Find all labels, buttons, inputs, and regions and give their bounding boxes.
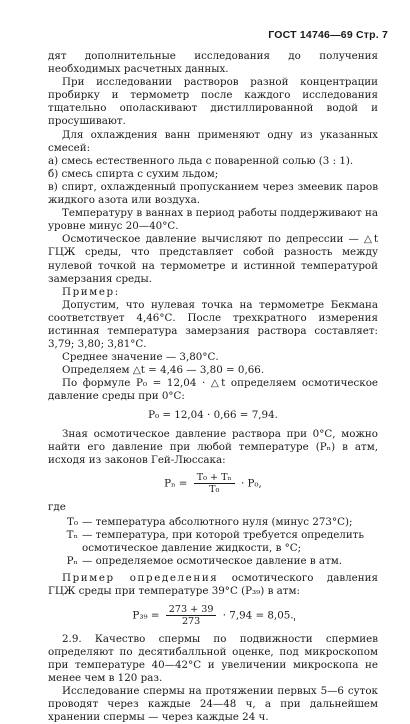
formula-p39 xyxy=(48,604,378,627)
paragraph: Зная осмотическое давление раствора при 0°С, можно найти его давление при любой температуре (Pₙ) в атм, исходя из законов Гей-Люссака: xyxy=(48,427,378,466)
paragraph: Температуру в ваннах в период работы поддерживают на уровне минус 20—40°С. xyxy=(48,207,378,233)
list-item: а) смесь естественного льда с поваренной солью (3 : 1). xyxy=(48,154,354,167)
formula-lhs: P₃₉ = xyxy=(132,609,160,622)
example-definition-label: Пример определения xyxy=(62,572,219,585)
definitions-list xyxy=(48,516,378,568)
formula-lhs: Pₙ = xyxy=(164,477,188,490)
definition-tn xyxy=(48,529,378,555)
paragraph: При исследовании растворов разной концентрации пробирку и термометр после каждого исследования тщательно ополаскивают дистиллированной водой и просушивают. xyxy=(48,76,378,128)
page-header: ГОСТ 14746—69 Стр. 7 xyxy=(268,29,388,41)
paragraph: Исследование спермы на протяжении первых 5—6 суток проводят через каждые 24—48 ч, а при дальнейшем хранении спермы — через каждые 24 ч. xyxy=(48,684,378,724)
fraction-numerator: 273 + 39 xyxy=(166,604,217,616)
fraction-denominator: T₀ xyxy=(209,483,220,495)
definition-text: — температура абсолютного нуля (минус 273°С); xyxy=(82,516,353,528)
paragraph: По формуле P₀ = 12,04 · △t определяем осмотическое давление среды при 0°С: xyxy=(48,377,378,403)
fraction-denominator: 273 xyxy=(181,615,201,627)
where-label: где xyxy=(48,500,66,513)
definition-pn xyxy=(48,555,378,568)
definition-symbol: T₀ xyxy=(67,516,78,528)
paragraph: 2.9. Качество спермы по подвижности спермиев определяют по десятибалльной оценке, под микроскопом при температуре 40—42°С и увеличении микроскопа не менее чем в 120 раз. xyxy=(48,632,378,684)
formula-fraction xyxy=(166,604,217,627)
definition-symbol: Pₙ xyxy=(66,555,78,568)
formula-pn xyxy=(48,472,378,495)
example-definition-text: осмотического давления ГЦЖ среды при температуре 39°С (P₃₉) в атм: xyxy=(48,572,378,598)
paragraph: дят дополнительные исследования до получения необходимых расчетных данных. xyxy=(48,50,378,76)
list-item: б) смесь спирта с сухим льдом; xyxy=(48,167,219,180)
formula-p0: P₀ = 12,04 · 0,66 = 7,94. xyxy=(148,408,278,421)
formula-fraction xyxy=(194,472,235,495)
definition-symbol: Tₙ xyxy=(66,529,78,542)
paragraph: Среднее значение — 3,80°С. xyxy=(62,351,219,364)
paragraph: Осмотическое давление вычисляют по депрессии — △t ГЦЖ среды, что представляет собой разность между нулевой точкой на термометре и истинной температурой замерзания среды. xyxy=(48,233,378,285)
paragraph: Допустим, что нулевая точка на термометре Бекмана соответствует 4,46°С. После трехкратного измерения истинная температура замерзания раствора составляет: 3,79; 3,80; 3,81°С. xyxy=(48,298,378,351)
paragraph: Определяем △t = 4,46 — 3,80 = 0,66. xyxy=(62,364,265,377)
list-item: в) спирт, охлажденный пропусканием через змеевик паров жидкого азота или воздуха. xyxy=(48,180,378,207)
definition-text: — температура, при которой требуется определить осмотическое давление жидкости, в °С; xyxy=(82,529,364,555)
formula-rhs: · P₀, xyxy=(240,477,262,490)
formula-rhs: · 7,94 = 8,05. xyxy=(222,609,294,622)
page-mark xyxy=(294,618,295,621)
definition-t0 xyxy=(48,516,378,529)
paragraph xyxy=(48,572,378,598)
definition-text: — определяемое осмотическое давление в атм. xyxy=(82,555,343,568)
fraction-numerator: T₀ + Tₙ xyxy=(194,472,235,484)
example-heading: Пример: xyxy=(62,285,120,298)
document-body xyxy=(48,50,378,724)
paragraph: Для охлаждения ванн применяют одну из указанных смесей: xyxy=(48,128,378,154)
